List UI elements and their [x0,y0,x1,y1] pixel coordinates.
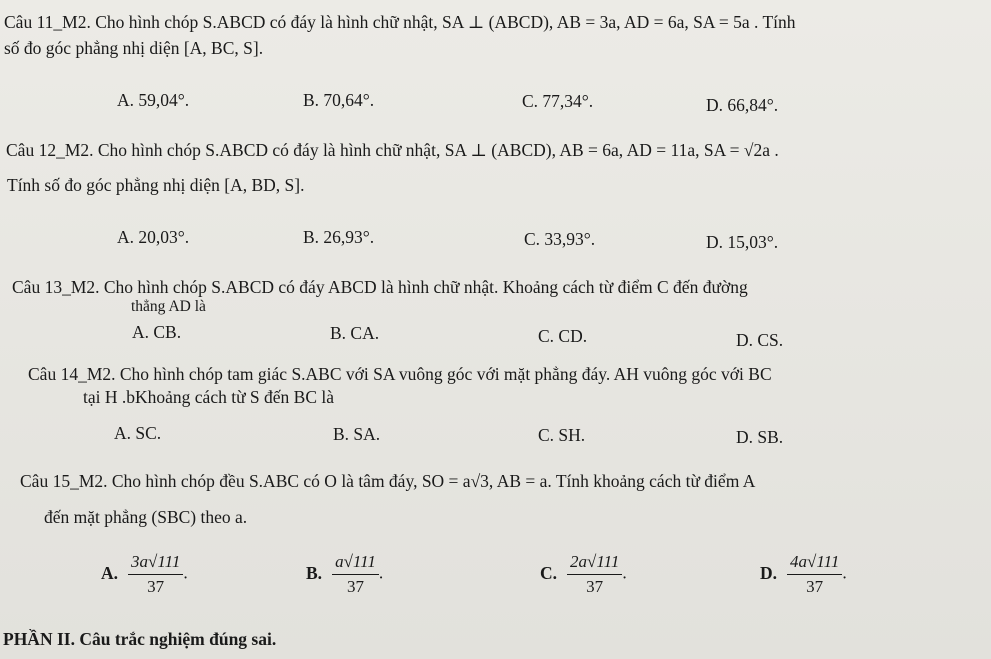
q13-line1: Câu 13_M2. Cho hình chóp S.ABCD có đáy ABCD là hình chữ nhật. Khoảng cách từ điểm C đến đường [12,277,748,297]
q15-option-c-numerator: 2a√111 [567,552,622,575]
q14-line1: Câu 14_M2. Cho hình chóp tam giác S.ABC với SA vuông góc với mặt phẳng đáy. AH vuông góc với BC [28,364,772,384]
q15-option-a-label: A. [101,562,119,583]
q14-option-a: A. SC. [114,423,162,443]
q12-option-c: C. 33,93°. [524,229,596,249]
q15-option-b: B. $\frac{a√111}{37}$ . [306,552,384,596]
q11-option-c: C. 77,34°. [522,91,594,111]
q15-option-d-numerator: 4a√111 [787,552,842,575]
q15-line1: Câu 15_M2. Cho hình chóp đều S.ABC có O là tâm đáy, SO = a√3, AB = a. Tính khoảng cách từ điểm A [20,471,756,491]
q15-option-d-fraction [787,552,842,597]
q15-option-a-fraction [128,552,183,597]
q12-line1: Câu 12_M2. Cho hình chóp S.ABCD có đáy là hình chữ nhật, SA ⊥ (ABCD), AB = 6a, AD = 11a, SA = √2a . [6,140,779,160]
q14-line2: tại H .bKhoảng cách từ S đến BC là [83,387,335,407]
q13-line2: thẳng AD là [131,298,206,315]
q15-option-b-fraction [332,552,379,597]
q15-option-d: D. $\frac{4a√111}{37}$ . [760,552,847,596]
q15-option-c-fraction [567,552,622,597]
q14-option-b: B. SA. [333,424,381,444]
q15-option-d-label: D. [760,562,778,583]
q15-option-b-label: B. [306,562,323,583]
q14-option-d: D. SB. [736,427,784,447]
q11-option-d: D. 66,84°. [706,95,779,115]
q15-option-c-label: C. [540,562,558,583]
q15-line2: đến mặt phẳng (SBC) theo a. [44,507,248,527]
q15-option-a: A. $\frac{3a√111}{37}$ . [101,552,188,596]
q11-line2: số đo góc phẳng nhị diện [A, BC, S]. [4,38,264,58]
q15-option-b-numerator: a√111 [332,552,379,575]
q13-option-d: D. CS. [736,330,784,350]
q15-option-c: C. $\frac{2a√111}{37}$ . [540,552,627,596]
q11-line1: Câu 11_M2. Cho hình chóp S.ABCD có đáy là hình chữ nhật, SA ⊥ (ABCD), AB = 3a, AD = 6a, SA = 5a . Tính [4,12,796,32]
q15-option-a-numerator: 3a√111 [128,552,183,575]
q12-option-b: B. 26,93°. [303,227,375,247]
q12-line2: Tính số đo góc phẳng nhị diện [A, BD, S]. [7,175,305,195]
section-title: PHẦN II. Câu trắc nghiệm đúng sai. [3,629,277,649]
q12-option-d: D. 15,03°. [706,232,779,252]
q13-option-b: B. CA. [330,323,380,343]
q15-option-b-denominator: 37 [346,577,364,596]
q15-option-c-denominator: 37 [586,577,604,596]
q11-option-b: B. 70,64°. [303,90,375,110]
q13-option-a: A. CB. [132,322,182,342]
q11-option-a: A. 59,04°. [117,90,190,110]
q15-option-d-denominator: 37 [806,577,824,596]
q15-option-a-denominator: 37 [147,577,165,596]
q13-option-c: C. CD. [538,326,588,346]
q12-option-a: A. 20,03°. [117,227,190,247]
q14-option-c: C. SH. [538,425,586,445]
